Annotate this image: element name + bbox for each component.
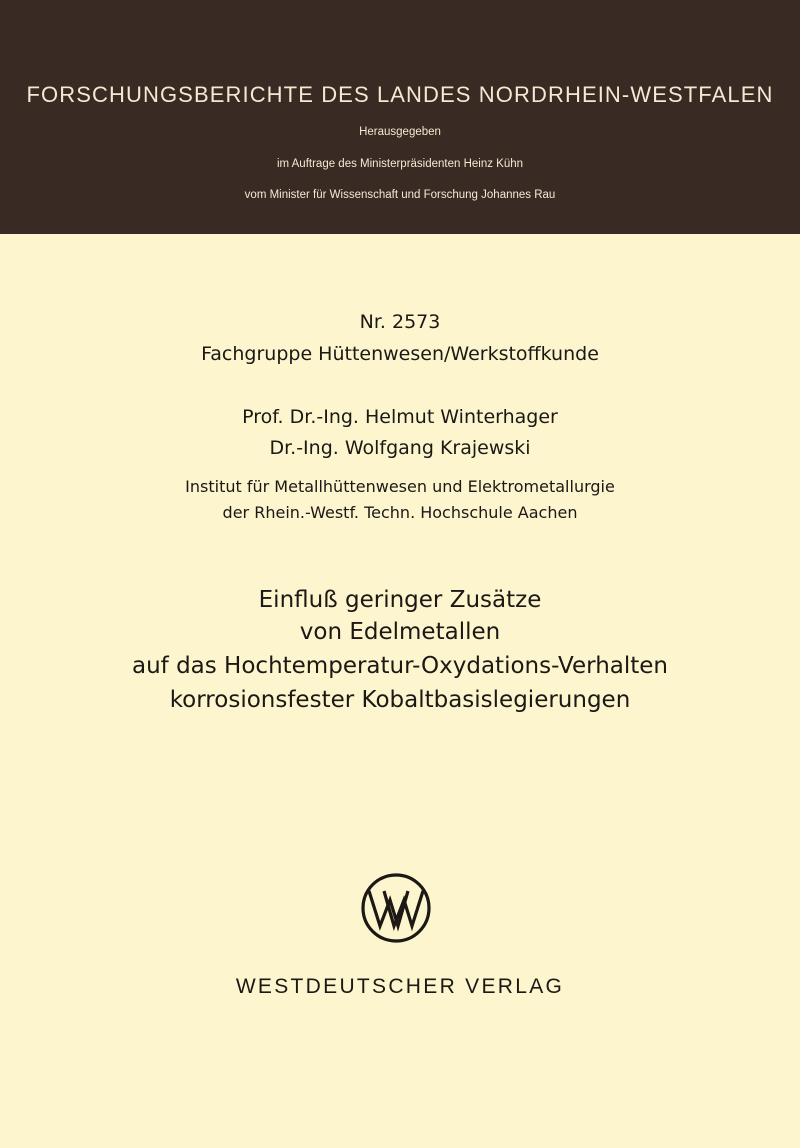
title-line-4: korrosionsfester Kobaltbasislegierungen xyxy=(169,687,631,713)
series-header-band xyxy=(0,0,800,234)
ww-publisher-logo-icon xyxy=(360,872,432,944)
author-1: Prof. Dr.-Ing. Helmut Winterhager xyxy=(242,406,558,428)
publication-number: Nr. 2573 xyxy=(359,311,441,333)
title-line-2: von Edelmetallen xyxy=(299,619,501,645)
header-line-minister-president: im Auftrage des Ministerpräsidenten Heinz Kühn xyxy=(276,158,524,170)
institute-line-2: der Rhein.-Westf. Techn. Hochschule Aachen xyxy=(222,503,578,522)
subject-group: Fachgruppe Hüttenwesen/Werkstoffkunde xyxy=(201,343,599,365)
author-2: Dr.-Ing. Wolfgang Krajewski xyxy=(269,437,531,459)
header-line-minister: vom Minister für Wissenschaft und Forschung Johannes Rau xyxy=(244,189,556,201)
title-line-3: auf das Hochtemperatur-Oxydations-Verhalten xyxy=(131,653,669,679)
title-line-1: Einfluß geringer Zusätze xyxy=(258,587,542,613)
series-title: FORSCHUNGSBERICHTE DES LANDES NORDRHEIN-WESTFALEN xyxy=(26,82,774,107)
publisher-name: WESTDEUTSCHER VERLAG xyxy=(235,975,565,998)
institute-line-1: Institut für Metallhüttenwesen und Elektrometallurgie xyxy=(185,477,615,496)
header-line-editor: Herausgegeben xyxy=(359,126,441,138)
